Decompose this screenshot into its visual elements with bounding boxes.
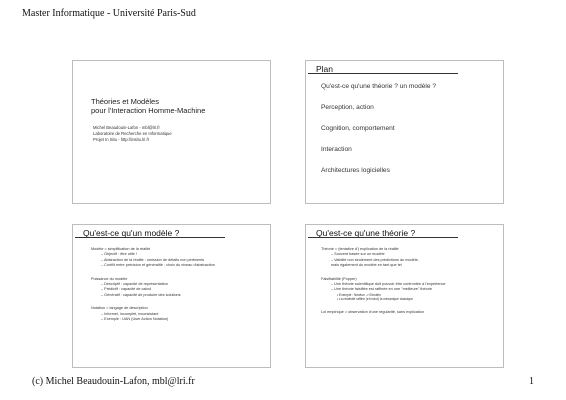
title-underline <box>75 237 225 238</box>
bullet-item: – Informel, incomplet, inconsistant <box>101 311 159 316</box>
page-number: 1 <box>529 376 534 387</box>
bullet-item: – Génératif : capacité de produire des solutions <box>101 292 181 297</box>
plan-item: Qu'est-ce qu'une théorie ? un modèle ? <box>321 83 437 90</box>
bullet-item: – Exemple : UAN (User Action Notation) <box>101 317 169 322</box>
plan-item: Perception, action <box>321 104 374 111</box>
cover-author: Michel Beaudouin-Lafon - mbl@lri.fr <box>93 125 160 130</box>
slide-body <box>321 247 503 315</box>
model-power: Puissance du modèle <box>91 276 128 281</box>
bullet-item: – Prédictif : capacité de calcul <box>101 287 152 292</box>
title-underline <box>308 237 458 238</box>
model-notation: Notation = langage de description <box>91 306 148 311</box>
slide-plan <box>305 60 504 204</box>
bullet-item: – Validité non seulement des prédictions du modèle, <box>331 257 419 262</box>
slide-body <box>91 247 269 322</box>
bullet-item: – Objectif : être utile ! <box>101 252 137 257</box>
theory-intro: Théorie = (tentative d') explication de la réalité <box>321 247 399 251</box>
plan-item: Architectures logicielles <box>321 167 390 174</box>
plan-item: Interaction <box>321 146 352 153</box>
bullet-item: – Conflit entre précision et généralité : choix du niveau d'abstraction <box>101 263 215 268</box>
sub-bullet-item: • La relativité raffine (et inclut) la mécanique classique <box>337 297 414 302</box>
slide-theory <box>305 224 504 368</box>
slide-cover <box>72 60 271 204</box>
cover-title-line-2: pour l'Interaction Homme-Machine <box>91 106 206 115</box>
page-footer: (c) Michel Beaudouin-Lafon, mbl@lri.fr <box>32 376 195 387</box>
slide-title: Plan <box>316 64 334 74</box>
sub-bullet-item: • Exemple : Newton -> Einstein <box>337 292 381 297</box>
theory-empirical: Loi empirique = observation d'une régularité, sans explication <box>321 309 424 314</box>
bullet-item: – Une théorie scientifique doit pouvoir être confrontée à l'expérience <box>331 282 446 287</box>
bullet-item: – Une théorie falsifiée est raffinée en une "meilleure" théorie <box>331 287 432 292</box>
slide-model <box>72 224 271 368</box>
plan-item: Cognition, comportement <box>321 125 395 132</box>
slide-title: Qu'est-ce qu'un modèle ? <box>83 228 180 238</box>
theory-falsifiability: Falsifiabilité (Popper) <box>321 276 357 281</box>
bullet-item: mais également du modèle en tant que tel <box>331 263 402 268</box>
cover-title-line-1: Théories et Modèles <box>91 97 159 106</box>
title-underline <box>308 73 458 74</box>
cover-author-block <box>93 125 172 144</box>
model-intro: Modèle = simplification de la réalité <box>91 247 151 251</box>
bullet-item: – Abstraction de la réalité : omission de détails non pertinents <box>101 257 205 262</box>
cover-lab: Laboratoire de Recherche en Informatique <box>93 131 172 137</box>
page-header: Master Informatique - Université Paris-Sud <box>22 8 196 19</box>
slide-title: Qu'est-ce qu'une théorie ? <box>316 228 416 238</box>
cover-project: Projet In Situ - http://insitu.lri.fr <box>93 137 150 143</box>
cover-title <box>91 97 205 115</box>
bullet-item: – Descriptif : capacité de représentation <box>101 282 168 287</box>
plan-list <box>321 83 436 188</box>
bullet-item: – Souvent basée sur un modèle <box>331 252 385 257</box>
